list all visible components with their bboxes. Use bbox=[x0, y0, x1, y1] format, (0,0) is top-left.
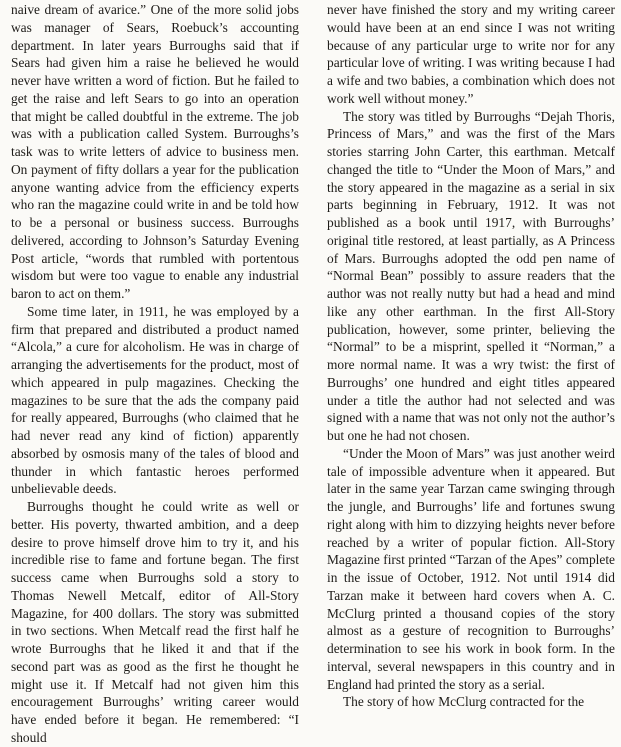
left-column bbox=[11, 1, 299, 745]
paragraph: The story of how McClurg contracted for the bbox=[343, 694, 585, 710]
paragraph: The story was titled by Burroughs “Dejah Thoris, Princess of Mars,” and was the first of the Mars stories starring John Carter, this earthman. Metcalf changed the title to “Under the Moon of Mars,” and the story appeared in the magazine as a serial in six parts beginning in February, 1912. It was not published as a book until 1917, with Burroughs’ original title restored, at least partially, as A Princess of Mars. Burroughs adopted the odd pen name of “Normal Bean” possibly to assure readers that the author was not really nutty but had a head and mind like any other earthman. In the first All-Story publication, however, some printer, believing the “Normal” to be a misprint, spelled it “Norman,” a more normal name. It was a wry twist: the first of Burroughs’ one hundred and eight titles appeared under a title the author had not selected and was signed with a name that was not only not the author’s but one he had not chosen. bbox=[327, 108, 615, 443]
paragraph: Some time later, in 1911, he was employed by a firm that prepared and distributed a product named “Alcola,” a cure for alcoholism. He was in charge of arranging the advertisements for the product, most of which appeared in pulp magazines. Checking the magazines to be sure that the ads the company paid for really appeared, Burroughs (who claimed that he had never read any kind of fiction) apparently absorbed by osmosis many of the tales of blood and thunder in which fantastic heroes performed unbelievable deeds. bbox=[11, 303, 299, 497]
paragraph: “Under the Moon of Mars” was just another weird tale of impossible adventure when it appeared. But later in the same year Tarzan came swinging through the jungle, and Burroughs’ life and fortunes swung right along with him to dizzying heights never before reached by a writer of popular fiction. All-Story Magazine first printed “Tarzan of the Apes” complete in the issue of October, 1912. Not until 1914 did Tarzan make it between hard covers when A. C. McClurg printed a thousand copies of the story almost as a gesture of recognition to Burroughs’ determination to see his work in book form. In the interval, several newspapers in this country and in England had printed the story as a serial. bbox=[327, 445, 615, 692]
paragraph: naive dream of avarice.” One of the more solid jobs was manager of Sears, Roebuck’s accounting department. In later years Burroughs said that if Sears had given him a raise he believed he would never have written a word of fiction. But he failed to get the raise and left Sears to go into an operation that might be called doubtful in the extreme. The job was with a publication called System. Burroughs’s task was to write letters of advice to business men. On payment of fifty dollars a year for the publication anyone wanting advice from the efficiency experts who ran the magazine could write in and be told how to be a personal or business success. Burroughs delivered, according to Johnson’s Saturday Evening Post article, “words that rumbled with portentous wisdom but were too vague to enable any industrial baron to act on them.” bbox=[11, 2, 299, 301]
right-column bbox=[327, 1, 615, 741]
paragraph: Burroughs thought he could write as well or better. His poverty, thwarted ambition, and a deep desire to prove himself drove him to try it, and his incredible rise to fame and fortune began. The first success came when Burroughs sold a story to Thomas Newell Metcalf, editor of All-Story Magazine, for 400 dollars. The story was submitted in two sections. When Metcalf read the first half he wrote Burroughs that he liked it and that if the second part was as good as the first he thought he might use it. If Metcalf had not given him this encouragement Burroughs’ writing career would have ended before it began. He remembered: “I should bbox=[11, 499, 299, 745]
paragraph: never have finished the story and my writing career would have been at an end since I was not writing because of any particular urge to write nor for any particular love of writing. I was writing because I had a wife and two babies, a combination which does not work well without money.” bbox=[327, 2, 615, 106]
